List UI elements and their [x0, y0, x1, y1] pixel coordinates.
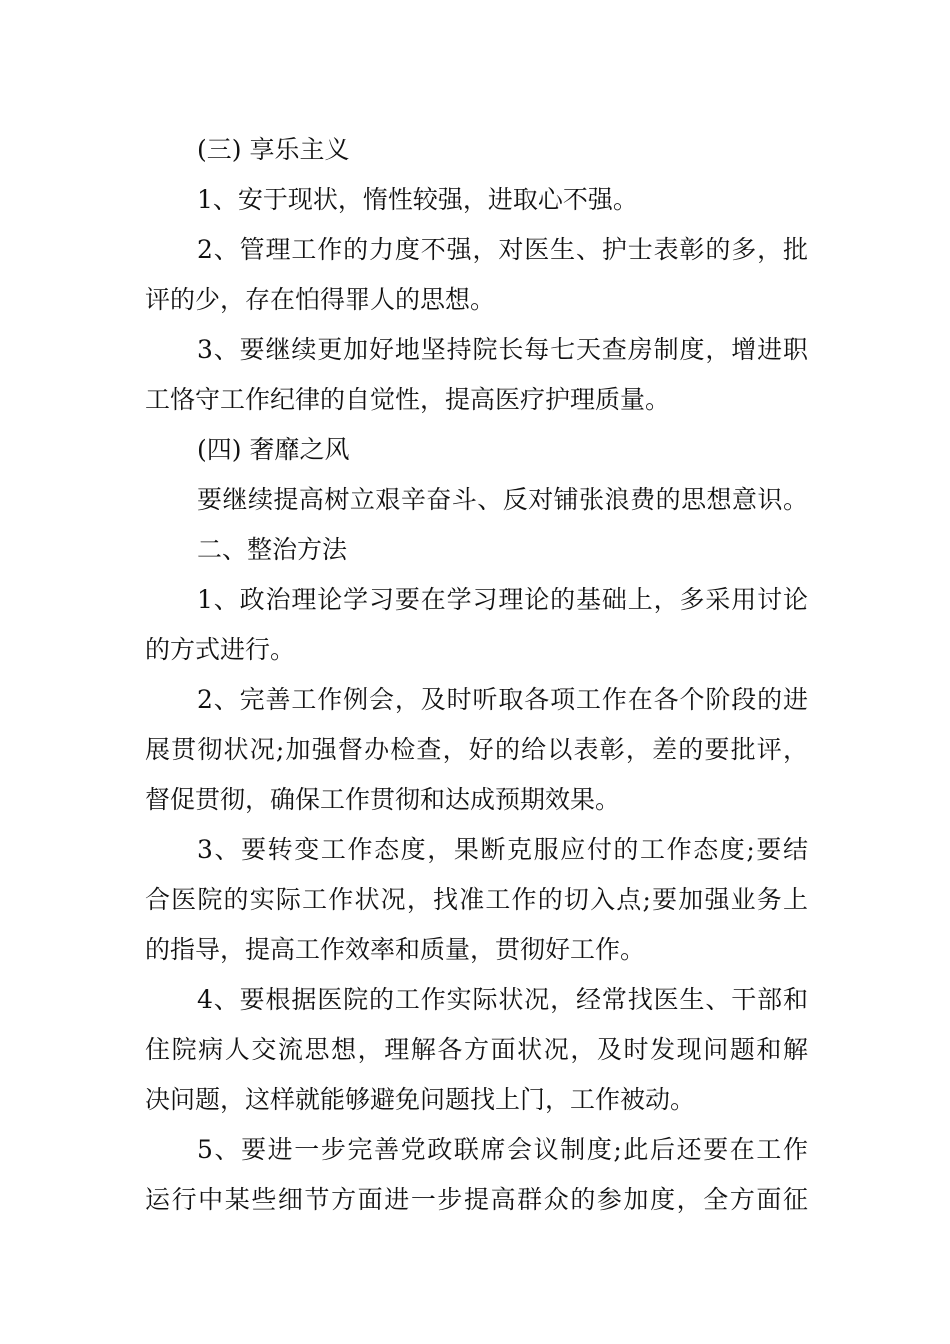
paragraph-line [0, 580, 950, 620]
text-line: 1、政治理论学习要在学习理论的基础上，多采用讨论 [197, 585, 808, 614]
paragraph-line [0, 380, 950, 420]
text-line: 评的少，存在怕得罪人的思想。 [145, 285, 496, 314]
paragraph-line [0, 780, 950, 820]
paragraph-line [0, 230, 950, 270]
paragraph-line [0, 1080, 950, 1120]
paragraph-line [0, 830, 950, 870]
text-line: 3、要转变工作态度，果断克服应付的工作态度;要结 [197, 835, 808, 864]
paragraph-line [0, 880, 950, 920]
text-line: 运行中某些细节方面进一步提高群众的参加度，全方面征 [145, 1185, 808, 1214]
paragraph-line [0, 280, 950, 320]
text-line: 合医院的实际工作状况，找准工作的切入点;要加强业务上 [145, 885, 808, 914]
text-line: 4、要根据医院的工作实际状况，经常找医生、干部和 [197, 985, 808, 1014]
text-line: (四) 奢靡之风 [197, 435, 350, 464]
text-line: 3、要继续更加好地坚持院长每七天查房制度，增进职 [197, 335, 808, 364]
paragraph-line [0, 730, 950, 770]
paragraph-line [0, 680, 950, 720]
text-line: 2、完善工作例会，及时听取各项工作在各个阶段的进 [197, 685, 808, 714]
text-line: 工恪守工作纪律的自觉性，提高医疗护理质量。 [145, 385, 671, 414]
text-line: 1、安于现状，惰性较强，进取心不强。 [197, 185, 638, 214]
section-heading-hedonism [0, 130, 950, 170]
paragraph-line [0, 1030, 950, 1070]
text-line: 督促贯彻，确保工作贯彻和达成预期效果。 [145, 785, 621, 814]
text-line: 决问题，这样就能够避免问题找上门，工作被动。 [145, 1085, 696, 1114]
text-line: 住院病人交流思想，理解各方面状况，及时发现问题和解 [145, 1035, 808, 1064]
text-line: 的方式进行。 [145, 635, 296, 664]
text-line: 二、整治方法 [197, 535, 348, 564]
text-line: 的指导，提高工作效率和质量，贯彻好工作。 [145, 935, 646, 964]
text-line: 要继续提高树立艰辛奋斗、反对铺张浪费的思想意识。 [197, 485, 808, 514]
text-line: 2、管理工作的力度不强，对医生、护士表彰的多，批 [197, 235, 808, 264]
paragraph-line [0, 930, 950, 970]
section-heading-rectification-methods [0, 530, 950, 570]
text-line: 展贯彻状况;加强督办检查，好的给以表彰，差的要批评， [145, 735, 808, 764]
paragraph-line [0, 980, 950, 1020]
paragraph-line [0, 1130, 950, 1170]
section-heading-extravagance [0, 430, 950, 470]
paragraph-line [0, 480, 950, 520]
paragraph-line [0, 1180, 950, 1220]
text-line: 5、要进一步完善党政联席会议制度;此后还要在工作 [197, 1135, 808, 1164]
text-line: (三) 享乐主义 [197, 135, 350, 164]
paragraph-line [0, 630, 950, 670]
paragraph-line [0, 180, 950, 220]
paragraph-line [0, 330, 950, 370]
